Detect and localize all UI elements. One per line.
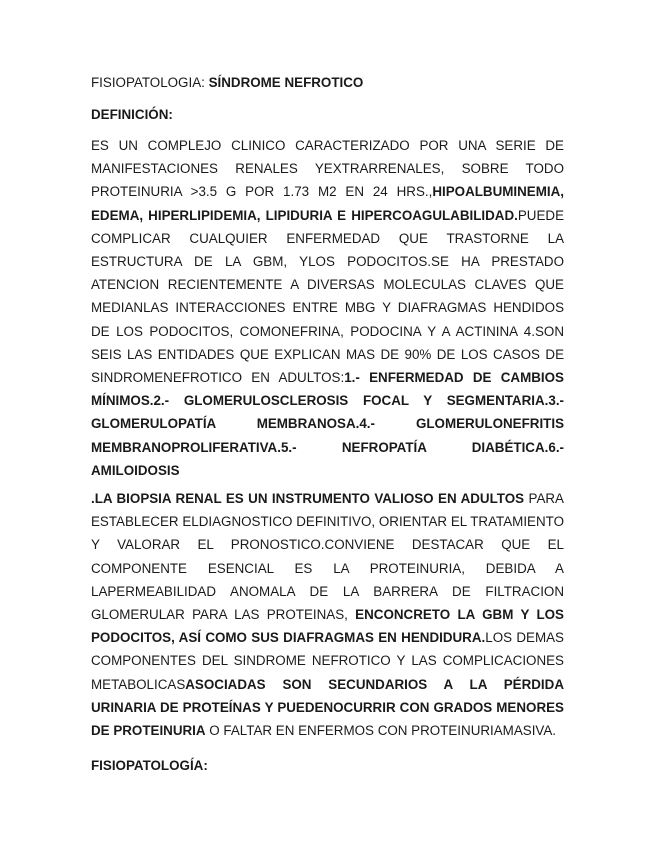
- paragraph1-run: 1.- ENFERMEDAD DE CAMBIOS MÍNIMOS.2.- GLOMERULOSCLEROSIS FOCAL Y SEGMENTARIA.3.- GLOMERULOPATÍA MEMBRANOSA.4.- GLOMERULONEFRITIS MEMBRANOPROLIFERATIVA.5.- NEFROPATÍA DIABÉTICA.6.- AMILOIDOSIS: [91, 370, 564, 478]
- paragraph2-run: ASOCIADAS SON SECUNDARIOS A LA PÉRDIDA URINARIA DE PROTEÍNAS Y PUEDENOCURRIR CON GRADOS MENORES DE PROTEINURIA: [91, 676, 564, 739]
- title-bold: SÍNDROME NEFROTICO: [208, 75, 364, 90]
- paragraph2-run: ENCONCRETO LA GBM Y LOS PODOCITOS, ASÍ COMO SUS DIAFRAGMAS EN HENDIDURA.: [91, 607, 564, 646]
- paragraph2-run: PARA ESTABLECER ELDIAGNOSTICO DEFINITIVO, ORIENTAR EL TRATAMIENTO Y VALORAR EL PRONOSTICO.CONVIENE DESTACAR QUE EL COMPONENTE ESENCIAL ES LA PROTEINURIA, DEBIDA A LAPERMEABILIDAD ANOMALA DE LA BARRERA DE FILTRACION GLOMERULAR PARA LAS PROTEINAS,: [91, 491, 564, 623]
- paragraph2-run: .LA BIOPSIA RENAL ES UN INSTRUMENTO VALIOSO EN ADULTOS: [91, 491, 525, 506]
- paragraph2-run: LOS DEMAS COMPONENTES DEL SINDROME NEFROTICO Y LAS COMPLICACIONES METABOLICAS: [91, 630, 564, 692]
- document-title: [91, 73, 564, 93]
- biopsy-paragraph: [91, 487, 564, 742]
- paragraph1-run: ES UN COMPLEJO CLINICO CARACTERIZADO POR UNA SERIE DE MANIFESTACIONES RENALES YEXTRARRENALES, SOBRE TODO PROTEINURIA >3.5 G POR 1.73 M2 EN 24 HRS.,: [91, 138, 564, 200]
- title-prefix: FISIOPATOLOGIA:: [91, 75, 209, 90]
- fisiopatologia-heading: FISIOPATOLOGÍA:: [91, 758, 208, 773]
- definition-paragraph: [91, 134, 564, 482]
- paragraph1-run: HIPOALBUMINEMIA, EDEMA, HIPERLIPIDEMIA, LIPIDURIA E HIPERCOAGULABILIDAD.: [91, 184, 564, 223]
- paragraph2-run: O FALTAR EN ENFERMOS CON PROTEINURIAMASIVA.: [205, 723, 557, 739]
- definition-heading: DEFINICIÓN:: [91, 107, 173, 122]
- paragraph1-run: PUEDE COMPLICAR CUALQUIER ENFERMEDAD QUE TRASTORNE LA ESTRUCTURA DE LA GBM, YLOS PODOCITOS.SE HA PRESTADO ATENCION RECIENTEMENTE A DIVERSAS MOLECULAS CLAVES QUE MEDIANLAS INTERACCIONES ENTRE MBG Y DIAFRAGMAS HENDIDOS DE LOS PODOCITOS, COMONEFRINA, PODOCINA Y A ACTININA 4.SON SEIS LAS ENTIDADES QUE EXPLICAN MAS DE 90% DE LOS CASOS DE SINDROMENEFROTICO EN ADULTOS:: [91, 207, 564, 386]
